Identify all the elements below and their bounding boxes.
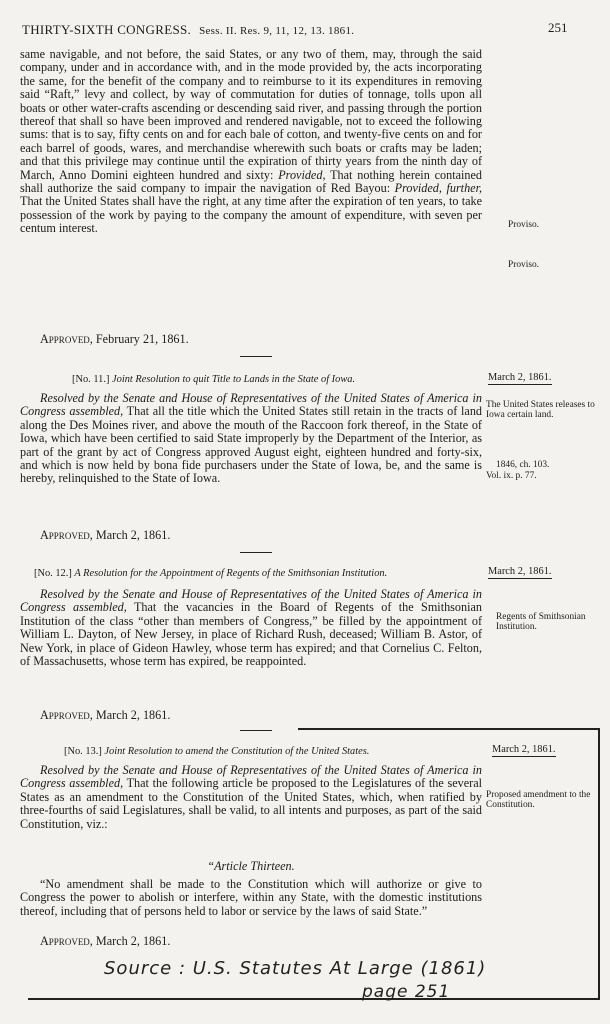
session-reference: Sess. II. Res. 9, 11, 12, 13. 1861. — [199, 25, 355, 37]
res11-citation-1: 1846, ch. 103. — [496, 460, 550, 470]
section-divider — [240, 356, 272, 357]
approved-label: Approved, — [40, 528, 93, 542]
res13-body — [20, 764, 482, 831]
res11-date: March 2, 1861. — [488, 372, 552, 383]
res9-proviso1-lead: Provided, — [278, 167, 326, 182]
res9-body — [20, 48, 482, 236]
res9-text: same navigable, and not before, the said States, or any two of them, may, through the said company, under and in accordance with, and in the mode provided by, the acts incorporating the same, for the benefit of the company and to reimburse to it its expenditures in removing said “Raft,” levy and collect, by way of commutation for duties of tonnage, tolls upon all boats or other water-crafts ascending or descending said river, and passing through the portion thereof that shall so have been improved and rendered navigable, not to exceed the following sums: that is to say, fifty cents on and for each bale of cotton, and twenty-five cents on and for each barrel of goods, wares, and merchandise wherewith such boats or crafts may be laden; and that this privilege may continue until the expiration of thirty years from the ninth day of March, Anno Domini eighteen hundred and sixty: — [20, 47, 482, 182]
approved-date: March 2, 1861. — [95, 708, 171, 722]
res11-margin-note: The United States releases to Iowa certain land. — [486, 400, 595, 421]
res13-title: Joint Resolution to amend the Constitution of the United States. — [104, 746, 370, 757]
section-divider — [240, 730, 272, 731]
approved-date: February 21, 1861. — [95, 332, 189, 346]
res12-title: A Resolution for the Appointment of Regents of the Smithsonian Institution. — [74, 568, 388, 579]
res11-number: [No. 11.] — [72, 374, 110, 385]
res12-margin-note: Regents of Smithsonian Institution. — [496, 612, 586, 633]
margin-proviso-1: Proviso. — [508, 220, 539, 230]
handwritten-source-note: Source : U.S. Statutes At Large (1861) — [104, 958, 487, 979]
res12-approved — [40, 708, 170, 723]
approved-date: March 2, 1861. — [95, 934, 171, 948]
page-number: 251 — [548, 20, 568, 35]
res13-text: That the following article be proposed to the Legislatures of the several States as an amendment to the Constitution of the United States, which, when ratified by three-fourths of said Legislatures, shall be valid, to all intents and purposes, as part of the said Constitution, viz.: — [20, 776, 483, 831]
approved-label: Approved, — [40, 708, 93, 722]
res12-text: That the vacancies in the Board of Regents of the Smithsonian Institution of the class “other than members of Congress,” be filled by the appointment of William L. Dayton, of New Jersey, in place of Richard Rush, deceased; William B. Astor, of New York, in place of Gideon Hawley, whose term has expired; and that Cornelius C. Felton, of Massachusetts, whose term has expired, be reappointed. — [20, 600, 482, 669]
res9-proviso2-lead: Provided, further, — [394, 181, 483, 196]
res9-proviso2-text: That the United States shall have the right, at any time after the expiration of ten years, to take possession of the work by paying to the company the amount of expenditure, with seven per centum interest. — [20, 194, 482, 236]
res11-citation-2: Vol. ix. p. 77. — [486, 471, 537, 481]
approved-label: Approved, — [40, 332, 93, 346]
article-heading-text: “Article Thirteen. — [207, 859, 295, 873]
res12-heading — [34, 568, 496, 579]
res12-enacting-clause: Resolved by the Senate and House of Representatives of the United States of America in Congress assembled, — [20, 587, 482, 615]
margin-proviso-2: Proviso. — [508, 260, 539, 270]
res13-approved — [40, 934, 170, 949]
res11-body — [20, 392, 482, 486]
res13-number: [No. 13.] — [64, 746, 102, 757]
handwritten-page-note: page 251 — [362, 982, 451, 1002]
section-divider — [240, 552, 272, 553]
res13-margin-note: Proposed amendment to the Constitution. — [486, 790, 591, 811]
congress-title: THIRTY-SIXTH CONGRESS. — [22, 22, 192, 37]
res13-date: March 2, 1861. — [492, 744, 556, 755]
res9-proviso1-text: That nothing herein contained shall authorize the said company to impair the navigation of Red Bayou: — [20, 167, 482, 196]
res11-title: Joint Resolution to quit Title to Lands in the State of Iowa. — [112, 374, 356, 385]
res13-article-heading — [20, 860, 482, 873]
res13-enacting-clause: Resolved by the Senate and House of Representatives of the United States of America in Congress assembled, — [20, 763, 482, 791]
running-header — [22, 22, 492, 38]
res12-number: [No. 12.] — [34, 568, 72, 579]
res9-approved — [40, 332, 189, 347]
res13-heading — [64, 746, 526, 757]
res11-enacting-clause: Resolved by the Senate and House of Representatives of the United States of America in Congress assembled, — [20, 391, 482, 419]
res12-date: March 2, 1861. — [488, 566, 552, 577]
res11-heading — [72, 374, 534, 385]
res11-text: That all the title which the United States still retain in the tracts of land along the Des Moines river, and above the mouth of the Raccoon fork thereof, in the State of Iowa, which have been certified to said State improperly by the Department of the Interior, as part of the grant by act of Congress approved August eight, eighteen hundred and forty-six, and which is now held by bona fide purchasers under the State of Iowa, be, and the same is hereby, relinquished to the State of Iowa. — [20, 404, 483, 486]
res11-approved — [40, 528, 170, 543]
approved-date: March 2, 1861. — [95, 528, 171, 542]
res12-body — [20, 588, 482, 668]
approved-label: Approved, — [40, 934, 93, 948]
res13-article-text: “No amendment shall be made to the Constitution which will authorize or give to Congress the power to abolish or interfere, within any State, with the domestic institutions thereof, including that of persons held to labor or service by the laws of said State.” — [20, 877, 482, 918]
